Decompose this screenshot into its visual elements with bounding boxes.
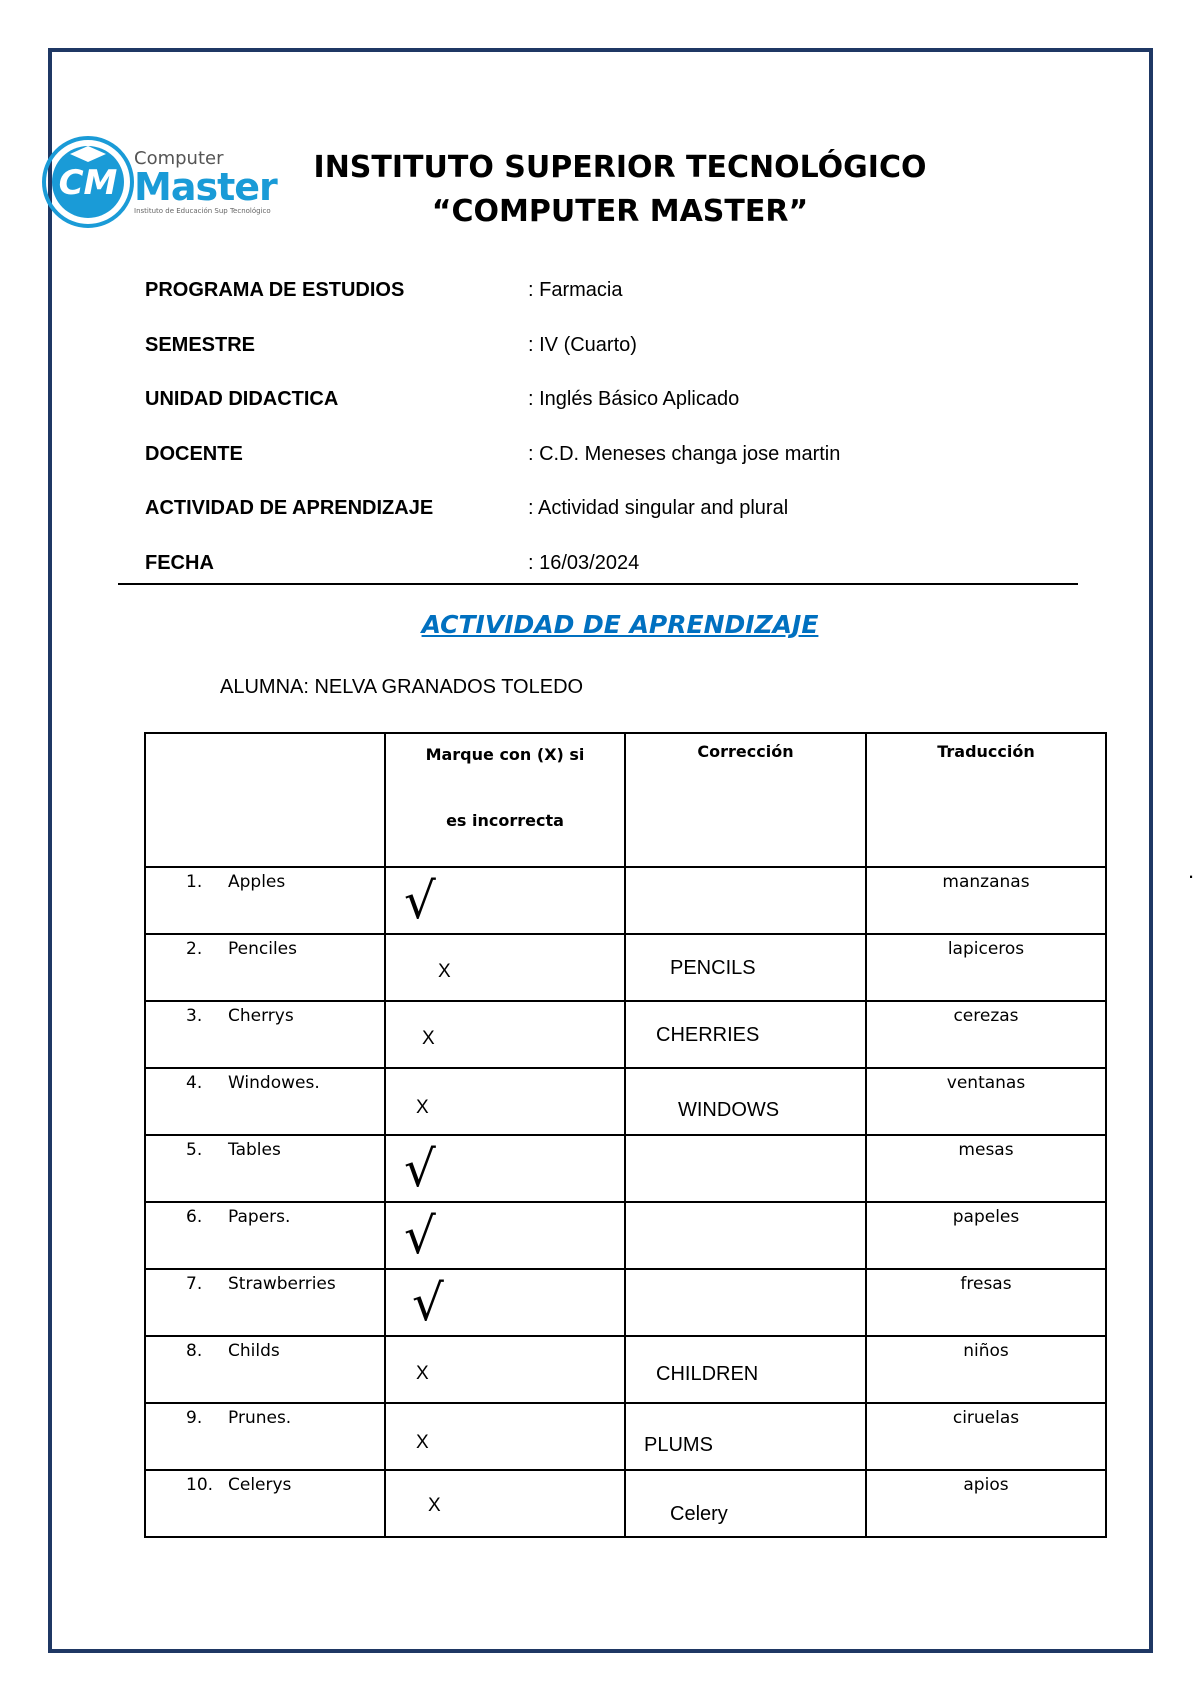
mark-cell <box>385 1336 625 1403</box>
correction-cell <box>625 1202 866 1269</box>
translation-cell: niños <box>866 1336 1106 1403</box>
correction-cell: CHILDREN <box>625 1336 866 1403</box>
translation-cell: ventanas <box>866 1068 1106 1135</box>
translation-cell: fresas <box>866 1269 1106 1336</box>
table-header-row <box>145 733 1106 867</box>
translation-cell: manzanas <box>866 867 1106 934</box>
logo-tagline: Instituto de Educación Sup Tecnológico <box>134 207 271 215</box>
mark-cell <box>385 1001 625 1068</box>
correction-cell: Celery <box>625 1470 866 1537</box>
correction-cell: CHERRIES <box>625 1001 866 1068</box>
word-cell: 7. Strawberries <box>145 1269 385 1336</box>
info-value: : IV (Cuarto) <box>528 334 637 356</box>
table-row <box>145 867 1106 934</box>
info-value: : Farmacia <box>528 279 623 301</box>
translation-cell: papeles <box>866 1202 1106 1269</box>
table-row <box>145 1269 1106 1336</box>
header-translation: Traducción <box>866 733 1106 867</box>
info-value: : Actividad singular and plural <box>528 497 789 519</box>
x-mark: X <box>416 1097 429 1118</box>
translation-cell: apios <box>866 1470 1106 1537</box>
info-value: : C.D. Meneses changa jose martin <box>528 443 841 465</box>
table-row <box>145 1336 1106 1403</box>
info-label: UNIDAD DIDACTICA <box>145 388 339 410</box>
word-cell: 5. Tables <box>145 1135 385 1202</box>
logo-wordmark <box>134 148 277 215</box>
logo-big-text: Master <box>134 165 277 209</box>
mark-cell <box>385 1068 625 1135</box>
institution-title-line1: INSTITUTO SUPERIOR TECNOLÓGICO <box>313 150 927 185</box>
table-row <box>145 1403 1106 1470</box>
mark-cell <box>385 934 625 1001</box>
header-correction: Corrección <box>625 733 866 867</box>
correction-cell: PLUMS <box>625 1403 866 1470</box>
header-word <box>145 733 385 867</box>
translation-cell: lapiceros <box>866 934 1106 1001</box>
x-mark: X <box>422 1028 435 1049</box>
mark-cell <box>385 1202 625 1269</box>
translation-cell: mesas <box>866 1135 1106 1202</box>
word-cell: 1. Apples <box>145 867 385 934</box>
section-title: ACTIVIDAD DE APRENDIZAJE <box>421 610 819 639</box>
info-value: : 16/03/2024 <box>528 552 640 574</box>
stray-mark: . <box>1188 858 1195 883</box>
checkmark-icon: √ <box>404 872 436 930</box>
info-value: : Inglés Básico Aplicado <box>528 388 740 410</box>
table-row <box>145 934 1106 1001</box>
x-mark: X <box>416 1363 429 1384</box>
translation-cell: ciruelas <box>866 1403 1106 1470</box>
word-cell: 2. Penciles <box>145 934 385 1001</box>
svg-text:CM: CM <box>58 163 118 203</box>
correction-cell: WINDOWS <box>625 1068 866 1135</box>
header-divider <box>118 583 1078 585</box>
header-mark <box>385 733 625 867</box>
logo-small-text: Computer <box>134 148 224 169</box>
student-name: ALUMNA: NELVA GRANADOS TOLEDO <box>220 676 584 698</box>
header-mark-line1: Marque con (X) si <box>425 745 585 764</box>
word-cell: 6. Papers. <box>145 1202 385 1269</box>
word-cell: 9. Prunes. <box>145 1403 385 1470</box>
activity-table <box>144 732 1107 1538</box>
institution-title-line2: “COMPUTER MASTER” <box>431 194 809 229</box>
table-row <box>145 1135 1106 1202</box>
table-row <box>145 1001 1106 1068</box>
x-mark: X <box>438 961 451 982</box>
table-row <box>145 1202 1106 1269</box>
mark-cell <box>385 1403 625 1470</box>
table-row <box>145 1470 1106 1537</box>
word-cell: 3. Cherrys <box>145 1001 385 1068</box>
mark-cell <box>385 1470 625 1537</box>
info-label: ACTIVIDAD DE APRENDIZAJE <box>145 497 434 519</box>
info-label: FECHA <box>145 552 214 574</box>
mark-cell <box>385 1135 625 1202</box>
table-row <box>145 1068 1106 1135</box>
checkmark-icon: √ <box>412 1274 444 1332</box>
checkmark-icon: √ <box>404 1140 436 1198</box>
word-cell: 10. Celerys <box>145 1470 385 1537</box>
correction-cell <box>625 1269 866 1336</box>
info-label: DOCENTE <box>145 443 243 465</box>
correction-cell: PENCILS <box>625 934 866 1001</box>
checkmark-icon: √ <box>404 1207 436 1265</box>
word-cell: 8. Childs <box>145 1336 385 1403</box>
info-label: PROGRAMA DE ESTUDIOS <box>145 279 405 301</box>
translation-cell: cerezas <box>866 1001 1106 1068</box>
correction-cell <box>625 867 866 934</box>
x-mark: X <box>428 1495 441 1516</box>
mark-cell <box>385 867 625 934</box>
x-mark: X <box>416 1432 429 1453</box>
word-cell: 4. Windowes. <box>145 1068 385 1135</box>
correction-cell <box>625 1135 866 1202</box>
header-mark-line2: es incorrecta <box>446 811 564 830</box>
info-label: SEMESTRE <box>145 334 256 356</box>
mark-cell <box>385 1269 625 1336</box>
